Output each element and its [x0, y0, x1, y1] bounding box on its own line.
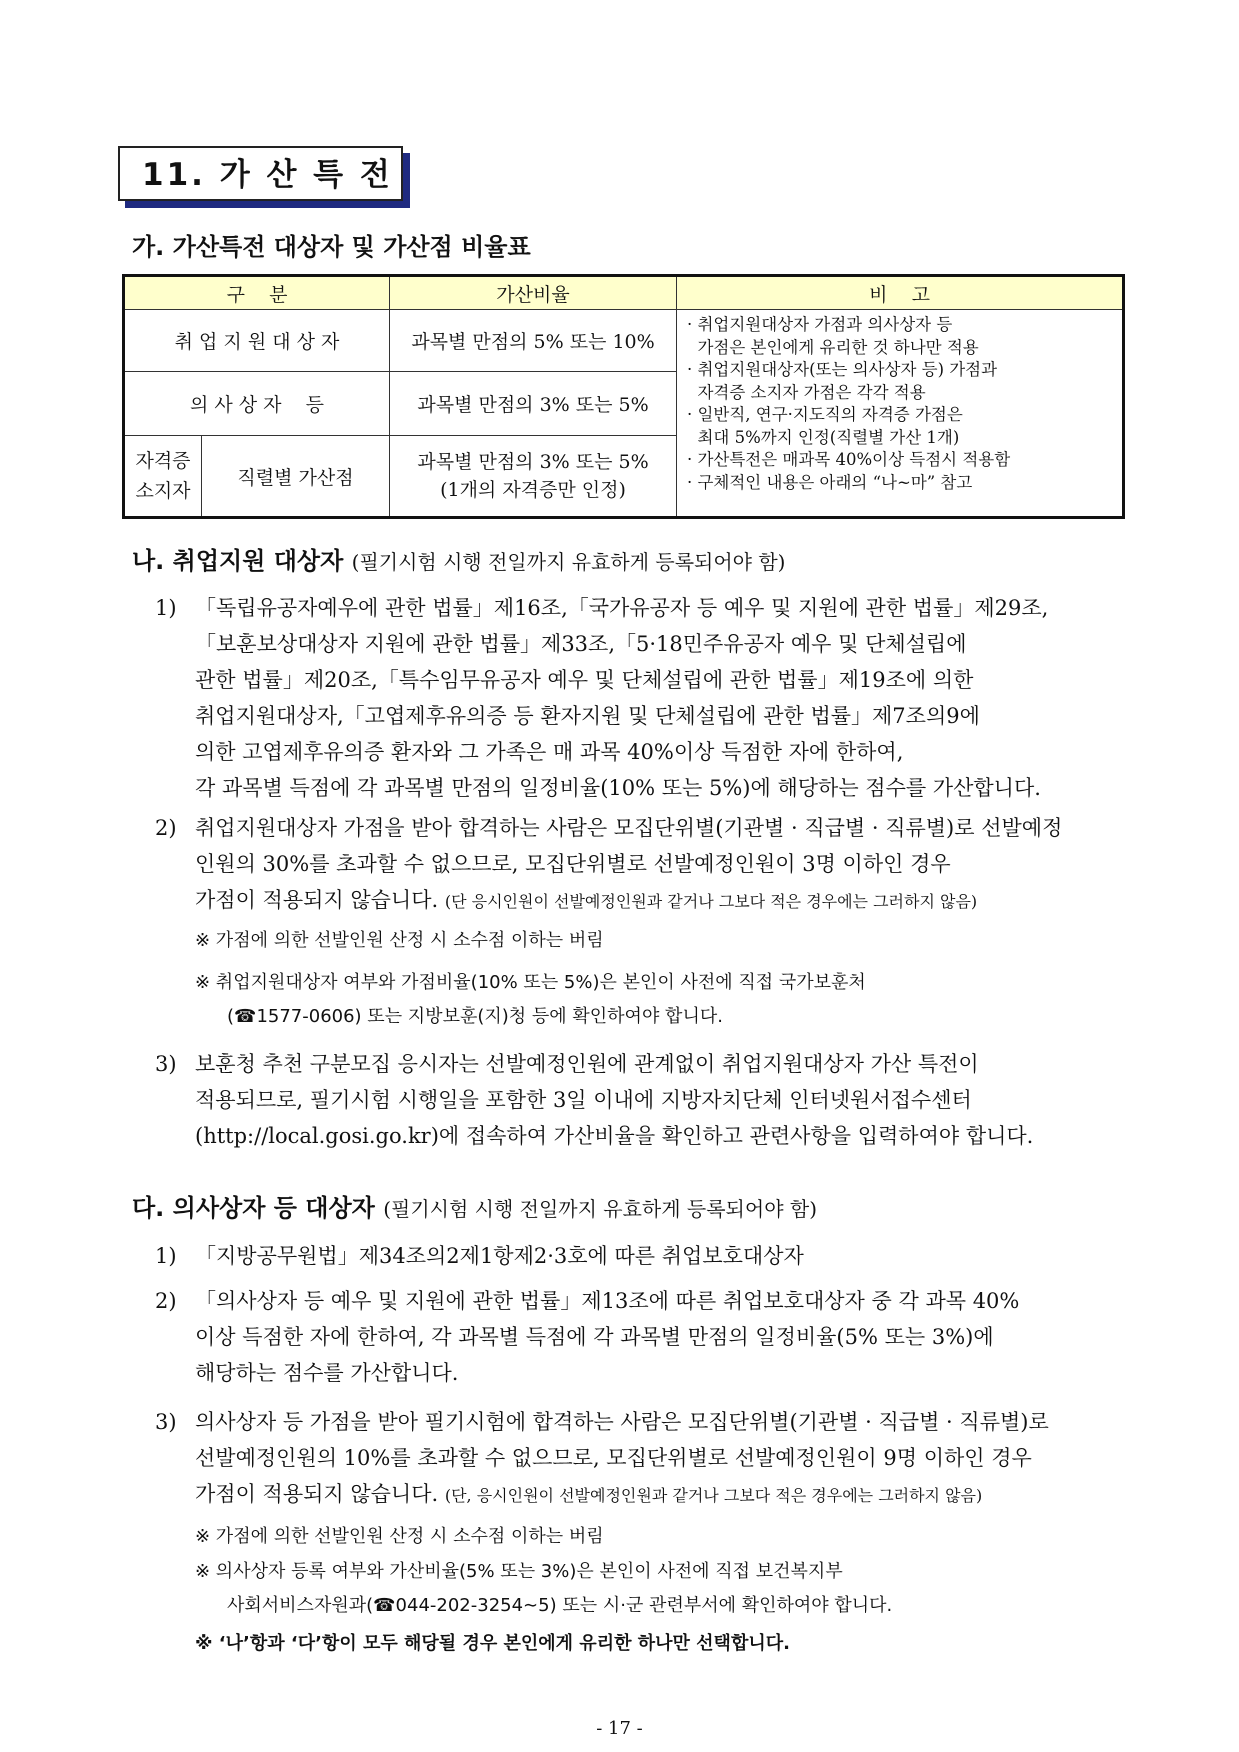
table-cell: 과목별 만점의 3% 또는 5% — [390, 372, 677, 436]
note-line: 최대 5%까지 인정(직렬별 가산 1개) — [687, 427, 960, 447]
remark — [195, 966, 1115, 1034]
page-number: - 17 - — [596, 1718, 643, 1739]
text-line: 의한 고엽제후유의증 환자와 그 가족은 매 과목 40%이상 득점한 자에 한하여, — [195, 740, 904, 764]
table-cell: 과목별 만점의 5% 또는 10% — [390, 310, 677, 372]
note-line: · 가산특전은 매과목 40%이상 득점시 적용함 — [687, 450, 1011, 469]
remark-line: ※ 가점에 의한 선발인원 산정 시 소수점 이하는 버림 — [195, 930, 604, 951]
rate-line: (1개의 자격증만 인정) — [440, 479, 626, 501]
bonus-rate-table — [122, 274, 1125, 519]
text-line: 취업지원대상자,「고엽제후유의증 등 환자지원 및 단체설립에 관한 법률」제7조의9에 — [195, 704, 980, 728]
text-line: 「독립유공자예우에 관한 법률」제16조,「국가유공자 등 예우 및 지원에 관한 법률」제29조, — [195, 596, 1049, 620]
remark — [195, 1520, 1115, 1554]
note-cell — [677, 310, 1124, 518]
note-line: 자격증 소지자 가점은 각각 적용 — [687, 382, 926, 402]
remark-line: ※ 취업지원대상자 여부와 가점비율(10% 또는 5%)은 본인이 사전에 직접 국가보훈처 — [195, 972, 866, 993]
remark-emphasis — [195, 1627, 1115, 1661]
heading-text: 나. 취업지원 대상자 — [132, 547, 344, 575]
heading-na — [132, 541, 785, 576]
text-line: 「지방공무원법」제34조의2제1항제2·3호에 따른 취업보호대상자 — [195, 1244, 804, 1268]
text-line: 가점이 적용되지 않습니다. — [195, 1482, 439, 1506]
text-line: 적용되므로, 필기시험 시행일을 포함한 3일 이내에 지방자치단체 인터넷원서접수센터 — [195, 1088, 972, 1112]
text-line: 관한 법률」제20조,「특수임무유공자 예우 및 단체설립에 관한 법률」제19조에 의한 — [195, 668, 974, 692]
table-header: 가산비율 — [390, 276, 677, 310]
item-number: 2) — [155, 816, 177, 840]
paragraph-na-2 — [155, 810, 1115, 920]
note-line: · 구체적인 내용은 아래의 “나~마” 참고 — [687, 472, 973, 492]
note-line: · 취업지원대상자 가점과 의사상자 등 — [687, 315, 953, 334]
table-cell: 직렬별 가산점 — [202, 436, 390, 518]
paragraph-da-1 — [155, 1238, 1115, 1274]
text-line: 의사상자 등 가점을 받아 필기시험에 합격하는 사람은 모집단위별(기관별 · 직급별 · 직류별)로 — [195, 1410, 1049, 1434]
item-number: 3) — [155, 1052, 177, 1076]
note-line: · 취업지원대상자(또는 의사상자 등) 가점과 — [687, 360, 998, 379]
text-line: 가점이 적용되지 않습니다. — [195, 888, 439, 912]
note-line: · 일반직, 연구·지도직의 자격증 가점은 — [687, 405, 963, 424]
section-title: 11. 가 산 특 전 — [118, 146, 403, 201]
text-line: 각 과목별 득점에 각 과목별 만점의 일정비율(10% 또는 5%)에 해당하는 점수를 가산합니다. — [195, 776, 1041, 800]
table-cell: 의 사 상 자 등 — [124, 372, 390, 436]
remark-line: ※ ‘나’항과 ‘다’항이 모두 해당될 경우 본인에게 유리한 하나만 선택합니다. — [195, 1633, 790, 1654]
remark-line: (☎1577-0606) 또는 지방보훈(지)청 등에 확인하여야 합니다. — [227, 1006, 723, 1027]
table-header-row — [124, 276, 1124, 310]
paragraph-na-3 — [155, 1046, 1115, 1154]
table-cell: 자격증 소지자 — [124, 436, 202, 518]
text-line: 해당하는 점수를 가산합니다. — [195, 1361, 459, 1385]
table-cell: 취 업 지 원 대 상 자 — [124, 310, 390, 372]
text-line: 취업지원대상자 가점을 받아 합격하는 사람은 모집단위별(기관별 · 직급별 · 직류별)로 선발예정 — [195, 816, 1063, 840]
text-line: 보훈청 추천 구분모집 응시자는 선발예정인원에 관계없이 취업지원대상자 가산 특전이 — [195, 1052, 979, 1076]
small-note: (단, 응시인원이 선발예정인원과 같거나 그보다 적은 경우에는 그러하지 않음) — [444, 1486, 983, 1505]
paragraph-da-2 — [155, 1283, 1115, 1391]
item-number: 1) — [155, 1244, 177, 1268]
table-row — [124, 310, 1124, 372]
text-line: 「의사상자 등 예우 및 지원에 관한 법률」제13조에 따른 취업보호대상자 중 각 과목 40% — [195, 1289, 1020, 1313]
paragraph-da-3 — [155, 1404, 1115, 1514]
item-number: 1) — [155, 596, 177, 620]
text-line: (http://local.gosi.go.kr)에 접속하여 가산비율을 확인하고 관련사항을 입력하여야 합니다. — [195, 1124, 1034, 1148]
remark — [195, 924, 1115, 958]
table-cell — [390, 436, 677, 518]
note-line: 가점은 본인에게 유리한 것 하나만 적용 — [687, 337, 979, 357]
item-number: 2) — [155, 1289, 177, 1313]
rate-line: 과목별 만점의 3% 또는 5% — [417, 451, 649, 473]
text-line: 인원의 30%를 초과할 수 없으므로, 모집단위별로 선발예정인원이 3명 이하인 경우 — [195, 852, 951, 876]
heading-note: (필기시험 시행 전일까지 유효하게 등록되어야 함) — [351, 550, 786, 574]
heading-ga: 가. 가산특전 대상자 및 가산점 비율표 — [132, 233, 531, 261]
paragraph-na-1 — [155, 590, 1115, 806]
text-line: 이상 득점한 자에 한하여, 각 과목별 득점에 각 과목별 만점의 일정비율(5% 또는 3%)에 — [195, 1325, 994, 1349]
table-header: 비 고 — [677, 276, 1124, 310]
remark — [195, 1555, 1115, 1623]
text-line: 선발예정인원의 10%를 초과할 수 없으므로, 모집단위별로 선발예정인원이 9명 이하인 경우 — [195, 1446, 1032, 1470]
heading-text: 다. 의사상자 등 대상자 — [132, 1194, 375, 1222]
remark-line: 사회서비스자원과(☎044-202-3254∼5) 또는 시·군 관련부서에 확인하여야 합니다. — [227, 1595, 893, 1616]
table-header: 구 분 — [124, 276, 390, 310]
small-note: (단 응시인원이 선발예정인원과 같거나 그보다 적은 경우에는 그러하지 않음) — [444, 892, 978, 911]
text-line: 「보훈보상대상자 지원에 관한 법률」제33조,「5·18민주유공자 예우 및 단체설립에 — [195, 632, 967, 656]
item-number: 3) — [155, 1410, 177, 1434]
heading-note: (필기시험 시행 전일까지 유효하게 등록되어야 함) — [383, 1197, 817, 1221]
heading-da — [132, 1188, 817, 1223]
remark-line: ※ 의사상자 등록 여부와 가산비율(5% 또는 3%)은 본인이 사전에 직접 보건복지부 — [195, 1561, 843, 1582]
remark-line: ※ 가점에 의한 선발인원 산정 시 소수점 이하는 버림 — [195, 1526, 604, 1547]
